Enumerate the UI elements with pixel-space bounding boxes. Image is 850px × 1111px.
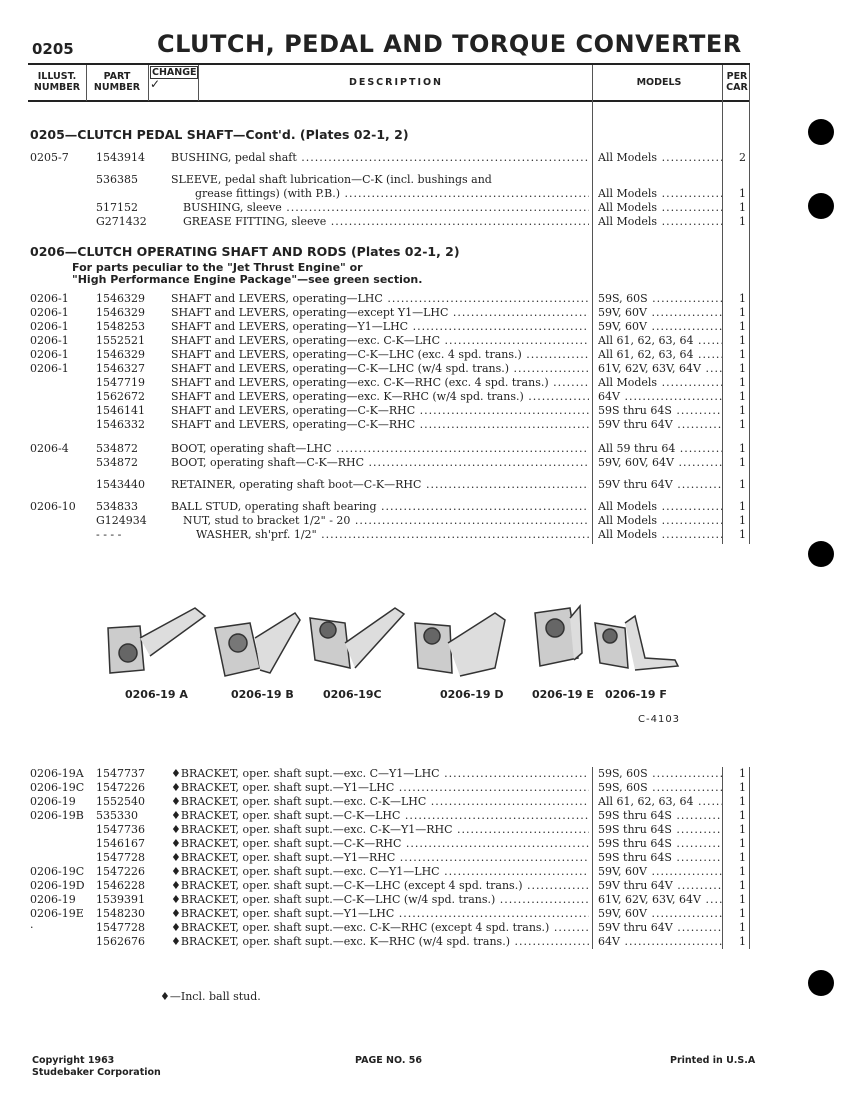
part-description: SHAFT and LEVERS, operating—LHC ..... — [171, 292, 589, 306]
bracket-19d-drawing — [415, 613, 505, 676]
part-number: 1547226 — [96, 865, 145, 878]
models: 64V ..... — [598, 935, 722, 949]
col-header-illus: ILLUST. NUMBER — [33, 71, 81, 93]
table-row — [0, 187, 850, 201]
part-description: GREASE FITTING, sleeve ..... — [183, 215, 589, 229]
table-row — [0, 320, 850, 334]
part-number: 1562672 — [96, 390, 145, 403]
part-number: G124934 — [96, 514, 147, 527]
footer-page-number: PAGE NO. 56 — [355, 1055, 422, 1066]
part-description: SHAFT and LEVERS, operating—exc. K—RHC (w/4 spd. trans.) ..... — [171, 390, 589, 404]
part-number: 534833 — [96, 500, 138, 513]
part-number: 1546329 — [96, 292, 145, 305]
illus-number: 0206-19 — [30, 893, 76, 906]
part-description: SHAFT and LEVERS, operating—exc. C-K—RHC (exc. 4 spd. trans.) ..... — [171, 376, 589, 390]
part-description: BOOT, operating shaft—LHC ..... — [171, 442, 589, 456]
figure-label: 0206-19 E — [532, 688, 594, 701]
table-row — [0, 893, 850, 907]
part-number: 1552540 — [96, 795, 145, 808]
col-header-models: MODELS — [636, 77, 682, 88]
models: 59V, 60V ..... — [598, 320, 722, 334]
part-number: G271432 — [96, 215, 147, 228]
part-description: WASHER, sh'prf. 1/2" ..... — [196, 528, 589, 542]
section-code: 0205 — [32, 40, 74, 58]
part-number: 1546332 — [96, 418, 145, 431]
part-number: 1546141 — [96, 404, 145, 417]
models: 59V, 60V ..... — [598, 306, 722, 320]
col-header-change: CHANGE ✓ — [150, 67, 197, 91]
per-car: 1 — [739, 376, 746, 389]
per-car: 1 — [739, 456, 746, 469]
illus-number: 0206-4 — [30, 442, 69, 455]
models: All 61, 62, 63, 64 ..... — [598, 334, 722, 348]
part-number: 1547226 — [96, 781, 145, 794]
table-row — [0, 500, 850, 514]
part-description: SHAFT and LEVERS, operating—C-K—RHC ..... — [171, 404, 589, 418]
models: 59V thru 64V ..... — [598, 879, 722, 893]
figure-code: C-4103 — [638, 714, 681, 725]
section-note-1: For parts peculiar to the "Jet Thrust Engine" or — [72, 261, 363, 274]
per-car: 1 — [739, 921, 746, 934]
models: All Models ..... — [598, 500, 722, 514]
models: 59V, 60V ..... — [598, 907, 722, 921]
part-number: 517152 — [96, 201, 138, 214]
part-description: ♦BRACKET, oper. shaft supt.—exc. C—Y1—LHC ..... — [171, 865, 589, 879]
per-car: 1 — [739, 478, 746, 491]
part-description: ♦BRACKET, oper. shaft supt.—exc. C—Y1—LHC ..... — [171, 767, 589, 781]
part-number: 534872 — [96, 456, 138, 469]
col-header-per-car: PER CAR — [726, 71, 748, 93]
models: 59S thru 64S ..... — [598, 823, 722, 837]
part-number: 1562676 — [96, 935, 145, 948]
table-row — [0, 921, 850, 935]
footnote: ♦—Incl. ball stud. — [160, 990, 261, 1003]
part-description: RETAINER, operating shaft boot—C-K—RHC ..... — [171, 478, 589, 492]
per-car: 1 — [739, 390, 746, 403]
table-row — [0, 837, 850, 851]
part-description: ♦BRACKET, oper. shaft supt.—exc. C-K—Y1—RHC ..... — [171, 823, 589, 837]
per-car: 1 — [739, 514, 746, 527]
table-row — [0, 292, 850, 306]
models: 59V thru 64V ..... — [598, 418, 722, 432]
section-note-2: "High Performance Engine Package"—see green section. — [72, 273, 423, 286]
illus-number: 0206-1 — [30, 334, 69, 347]
col-header-part: PART NUMBER — [93, 71, 141, 93]
per-car: 1 — [739, 442, 746, 455]
figure-label: 0206-19 A — [125, 688, 188, 701]
illus-number: 0206-1 — [30, 348, 69, 361]
models: 59V, 60V ..... — [598, 865, 722, 879]
part-number: 1546329 — [96, 306, 145, 319]
per-car: 1 — [739, 320, 746, 333]
page-title: CLUTCH, PEDAL AND TORQUE CONVERTER — [157, 30, 742, 58]
models: 59V thru 64V ..... — [598, 921, 722, 935]
per-car: 1 — [739, 334, 746, 347]
table-row — [0, 935, 850, 949]
part-number: 1547728 — [96, 921, 145, 934]
table-row — [0, 348, 850, 362]
header-top-rule — [28, 63, 750, 65]
part-number: 1539391 — [96, 893, 145, 906]
binder-hole — [808, 970, 834, 996]
models: All 61, 62, 63, 64 ..... — [598, 795, 722, 809]
table-row — [0, 514, 850, 528]
illus-number: 0206-19 — [30, 795, 76, 808]
table-row — [0, 362, 850, 376]
table-row — [0, 795, 850, 809]
per-car: 1 — [739, 935, 746, 948]
models: All 59 thru 64 ..... — [598, 442, 722, 456]
part-description: SHAFT and LEVERS, operating—exc. C-K—LHC ..... — [171, 334, 589, 348]
col-divider — [148, 65, 149, 101]
per-car: 1 — [739, 865, 746, 878]
models: All Models ..... — [598, 201, 722, 215]
table-row — [0, 809, 850, 823]
part-number: 1547736 — [96, 823, 145, 836]
illus-number: 0206-19C — [30, 865, 85, 878]
part-description: ♦BRACKET, oper. shaft supt.—C-K—LHC ..... — [171, 809, 589, 823]
illus-number: 0205-7 — [30, 151, 69, 164]
illus-number: 0206-10 — [30, 500, 76, 513]
models: 61V, 62V, 63V, 64V ..... — [598, 893, 722, 907]
illus-number: 0206-19A — [30, 767, 84, 780]
part-number: 1548230 — [96, 907, 145, 920]
figure-label: 0206-19 D — [440, 688, 504, 701]
part-description: BALL STUD, operating shaft bearing ..... — [171, 500, 589, 514]
table-row — [0, 201, 850, 215]
illus-number: 0206-1 — [30, 292, 69, 305]
col-divider — [198, 65, 199, 101]
models: All Models ..... — [598, 187, 722, 201]
bracket-illustrations — [100, 598, 690, 688]
figure-label: 0206-19 B — [231, 688, 294, 701]
part-description: BUSHING, pedal shaft ..... — [171, 151, 589, 165]
models: All Models ..... — [598, 151, 722, 165]
table-row — [0, 442, 850, 456]
models: All Models ..... — [598, 215, 722, 229]
table-row — [0, 151, 850, 165]
models: 59S, 60S ..... — [598, 767, 722, 781]
per-car: 1 — [739, 879, 746, 892]
part-number: 535330 — [96, 809, 138, 822]
table-row — [0, 879, 850, 893]
models: 59S thru 64S ..... — [598, 851, 722, 865]
part-number: 1547737 — [96, 767, 145, 780]
part-description: ♦BRACKET, oper. shaft supt.—exc. C-K—RHC (except 4 spd. trans.) ..... — [171, 921, 589, 935]
table-row — [0, 334, 850, 348]
binder-hole — [808, 541, 834, 567]
part-description: grease fittings) (with P.B.) ..... — [195, 187, 589, 201]
part-description: ♦BRACKET, oper. shaft supt.—exc. C-K—LHC ..... — [171, 795, 589, 809]
models: All Models ..... — [598, 528, 722, 542]
per-car: 1 — [739, 418, 746, 431]
illus-number: 0206-1 — [30, 320, 69, 333]
models: 59V thru 64V ..... — [598, 478, 722, 492]
bracket-19f-drawing — [595, 616, 678, 670]
table-row — [0, 173, 850, 187]
part-description: ♦BRACKET, oper. shaft supt.—C-K—RHC ..... — [171, 837, 589, 851]
col-header-description: DESCRIPTION — [348, 77, 444, 88]
footer-copyright: Copyright 1963 Studebaker Corporation — [32, 1055, 161, 1078]
per-car: 2 — [739, 151, 746, 164]
table-row — [0, 306, 850, 320]
table-row — [0, 781, 850, 795]
section-heading-0206: 0206—CLUTCH OPERATING SHAFT AND RODS (Plates 02-1, 2) — [30, 244, 460, 259]
bracket-19c-drawing — [310, 608, 404, 668]
part-description: SHAFT and LEVERS, operating—C-K—LHC (w/4 spd. trans.) ..... — [171, 362, 589, 376]
per-car: 1 — [739, 907, 746, 920]
per-car: 1 — [739, 404, 746, 417]
per-car: 1 — [739, 500, 746, 513]
per-car: 1 — [739, 823, 746, 836]
part-description: SHAFT and LEVERS, operating—C-K—LHC (exc. 4 spd. trans.) ..... — [171, 348, 589, 362]
part-number: 1546327 — [96, 362, 145, 375]
per-car: 1 — [739, 292, 746, 305]
table-row — [0, 456, 850, 470]
change-check-icon: ✓ — [150, 77, 161, 91]
illus-number: 0206-19E — [30, 907, 84, 920]
models: 64V ..... — [598, 390, 722, 404]
per-car: 1 — [739, 215, 746, 228]
part-description: ♦BRACKET, oper. shaft supt.—C-K—LHC (except 4 spd. trans.) ..... — [171, 879, 589, 893]
models: 59S thru 64S ..... — [598, 837, 722, 851]
per-car: 1 — [739, 767, 746, 780]
part-number: - - - - — [96, 528, 122, 541]
part-number: 534872 — [96, 442, 138, 455]
illus-number: 0206-19C — [30, 781, 85, 794]
models: 59S thru 64S ..... — [598, 404, 722, 418]
per-car: 1 — [739, 851, 746, 864]
part-number: 1543914 — [96, 151, 145, 164]
illus-number: 0206-19B — [30, 809, 84, 822]
table-row — [0, 865, 850, 879]
part-number: 1548253 — [96, 320, 145, 333]
figure-label: 0206-19C — [323, 688, 382, 701]
part-description: SHAFT and LEVERS, operating—Y1—LHC ..... — [171, 320, 589, 334]
table-row — [0, 823, 850, 837]
models: 61V, 62V, 63V, 64V ..... — [598, 362, 722, 376]
bracket-19a-drawing — [108, 608, 205, 673]
table-row — [0, 215, 850, 229]
models: 59S, 60S ..... — [598, 781, 722, 795]
part-description: NUT, stud to bracket 1/2" - 20 ..... — [183, 514, 589, 528]
table-row — [0, 404, 850, 418]
part-number: 536385 — [96, 173, 138, 186]
figure-label: 0206-19 F — [605, 688, 667, 701]
part-description: SHAFT and LEVERS, operating—C-K—RHC ..... — [171, 418, 589, 432]
part-number: 1543440 — [96, 478, 145, 491]
part-description: BOOT, operating shaft—C-K—RHC ..... — [171, 456, 589, 470]
models: All 61, 62, 63, 64 ..... — [598, 348, 722, 362]
part-description: ♦BRACKET, oper. shaft supt.—C-K—LHC (w/4 spd. trans.) ..... — [171, 893, 589, 907]
per-car: 1 — [739, 809, 746, 822]
binder-hole — [808, 119, 834, 145]
part-number: 1547719 — [96, 376, 145, 389]
col-divider — [86, 65, 87, 101]
illus-number: 0206-1 — [30, 362, 69, 375]
illus-number: · — [30, 921, 34, 934]
part-number: 1546228 — [96, 879, 145, 892]
footer-printed: Printed in U.S.A — [670, 1055, 756, 1066]
models: All Models ..... — [598, 376, 722, 390]
illus-number: 0206-1 — [30, 306, 69, 319]
per-car: 1 — [739, 187, 746, 200]
per-car: 1 — [739, 201, 746, 214]
part-description: ♦BRACKET, oper. shaft supt.—Y1—LHC ..... — [171, 907, 589, 921]
models: All Models ..... — [598, 514, 722, 528]
part-number: 1552521 — [96, 334, 145, 347]
table-row — [0, 907, 850, 921]
models: 59V, 60V, 64V ..... — [598, 456, 722, 470]
illus-number: 0206-19D — [30, 879, 85, 892]
per-car: 1 — [739, 837, 746, 850]
part-description: ♦BRACKET, oper. shaft supt.—exc. K—RHC (w/4 spd. trans.) ..... — [171, 935, 589, 949]
binder-hole — [808, 193, 834, 219]
section-heading-0205: 0205—CLUTCH PEDAL SHAFT—Cont'd. (Plates 02-1, 2) — [30, 127, 409, 142]
table-row — [0, 528, 850, 542]
part-description: ♦BRACKET, oper. shaft supt.—Y1—RHC ..... — [171, 851, 589, 865]
part-number: 1547728 — [96, 851, 145, 864]
per-car: 1 — [739, 528, 746, 541]
per-car: 1 — [739, 306, 746, 319]
per-car: 1 — [739, 893, 746, 906]
models: 59S, 60S ..... — [598, 292, 722, 306]
bracket-19e-drawing — [535, 606, 582, 666]
part-description: SLEEVE, pedal shaft lubrication—C-K (incl. bushings and — [171, 173, 492, 186]
per-car: 1 — [739, 781, 746, 794]
table-row — [0, 851, 850, 865]
table-row — [0, 767, 850, 781]
table-row — [0, 390, 850, 404]
bracket-19b-drawing — [215, 613, 300, 676]
per-car: 1 — [739, 348, 746, 361]
table-row — [0, 376, 850, 390]
table-row — [0, 418, 850, 432]
part-number: 1546329 — [96, 348, 145, 361]
part-description: ♦BRACKET, oper. shaft supt.—Y1—LHC ..... — [171, 781, 589, 795]
models: 59S thru 64S ..... — [598, 809, 722, 823]
part-description: BUSHING, sleeve ..... — [183, 201, 589, 215]
part-description: SHAFT and LEVERS, operating—except Y1—LHC ..... — [171, 306, 589, 320]
per-car: 1 — [739, 795, 746, 808]
part-number: 1546167 — [96, 837, 145, 850]
header-bottom-rule — [28, 100, 750, 102]
per-car: 1 — [739, 362, 746, 375]
table-row — [0, 478, 850, 492]
